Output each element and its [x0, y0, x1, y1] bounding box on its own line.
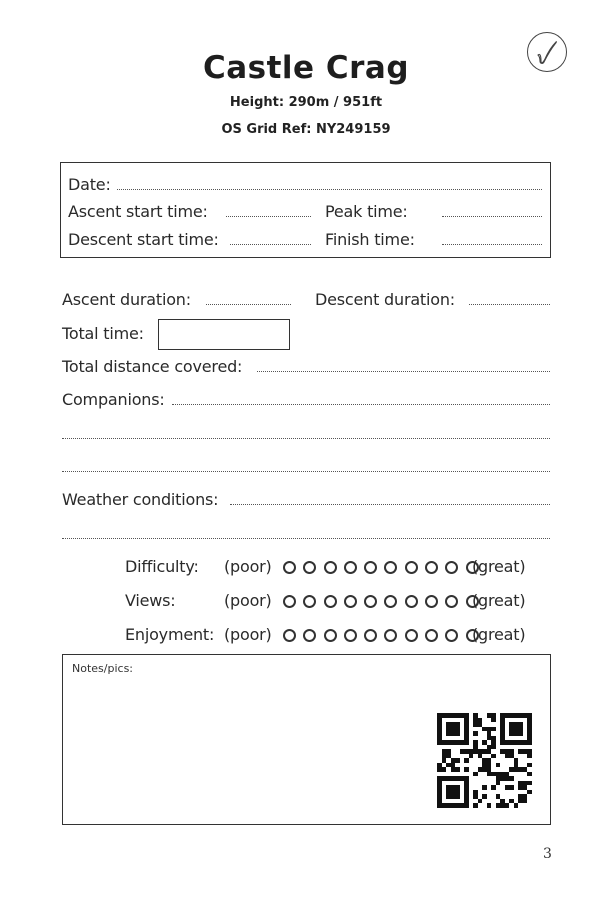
- checkmark-icon: [528, 33, 566, 71]
- rating-high-label: (great): [472, 591, 526, 610]
- descent-start-label: Descent start time:: [68, 230, 219, 249]
- rating-option-6[interactable]: [384, 629, 397, 642]
- descent-start-field[interactable]: [230, 244, 311, 245]
- rating-option-5[interactable]: [364, 595, 377, 608]
- rating-option-7[interactable]: [405, 629, 418, 642]
- total-time-field[interactable]: [158, 319, 290, 350]
- weather-field-line-2[interactable]: [62, 538, 550, 539]
- page-title: Castle Crag: [202, 50, 410, 86]
- companions-field-line-2[interactable]: [62, 438, 550, 439]
- finish-time-field[interactable]: [442, 244, 542, 245]
- rating-option-9[interactable]: [445, 629, 458, 642]
- rating-option-4[interactable]: [344, 561, 357, 574]
- page-number: 3: [543, 846, 552, 862]
- rating-option-1[interactable]: [283, 561, 296, 574]
- notes-label: Notes/pics:: [72, 662, 133, 675]
- rating-high-label: (great): [472, 557, 526, 576]
- rating-option-4[interactable]: [344, 595, 357, 608]
- date-field[interactable]: [117, 189, 542, 190]
- height-info: Height: 290m / 951ft: [229, 95, 383, 110]
- rating-label-enjoyment: Enjoyment:: [125, 625, 215, 644]
- peak-time-field[interactable]: [442, 216, 542, 217]
- total-distance-field[interactable]: [257, 371, 550, 372]
- rating-high-label: (great): [472, 625, 526, 644]
- total-distance-label: Total distance covered:: [62, 357, 243, 376]
- rating-option-7[interactable]: [405, 561, 418, 574]
- ascent-start-label: Ascent start time:: [68, 202, 208, 221]
- rating-scale-difficulty: [283, 561, 479, 574]
- rating-option-6[interactable]: [384, 595, 397, 608]
- grid-ref-info: OS Grid Ref: NY249159: [221, 122, 391, 137]
- companions-field-line-1[interactable]: [172, 404, 550, 405]
- rating-option-5[interactable]: [364, 629, 377, 642]
- descent-duration-field[interactable]: [469, 304, 550, 305]
- descent-duration-label: Descent duration:: [315, 290, 455, 309]
- total-time-label: Total time:: [62, 324, 144, 343]
- qr-code-icon[interactable]: [437, 713, 532, 808]
- rating-option-8[interactable]: [425, 629, 438, 642]
- rating-scale-views: [283, 595, 479, 608]
- date-label: Date:: [68, 175, 111, 194]
- rating-option-2[interactable]: [303, 595, 316, 608]
- rating-option-3[interactable]: [324, 629, 337, 642]
- rating-option-6[interactable]: [384, 561, 397, 574]
- ascent-duration-field[interactable]: [206, 304, 291, 305]
- peak-time-label: Peak time:: [325, 202, 408, 221]
- rating-option-9[interactable]: [445, 595, 458, 608]
- weather-label: Weather conditions:: [62, 490, 219, 509]
- rating-label-difficulty: Difficulty:: [125, 557, 199, 576]
- rating-low-label: (poor): [224, 557, 272, 576]
- rating-option-1[interactable]: [283, 629, 296, 642]
- ascent-start-field[interactable]: [226, 216, 311, 217]
- rating-option-2[interactable]: [303, 561, 316, 574]
- rating-option-7[interactable]: [405, 595, 418, 608]
- finish-time-label: Finish time:: [325, 230, 415, 249]
- companions-field-line-3[interactable]: [62, 471, 550, 472]
- rating-low-label: (poor): [224, 625, 272, 644]
- rating-low-label: (poor): [224, 591, 272, 610]
- companions-label: Companions:: [62, 390, 165, 409]
- rating-label-views: Views:: [125, 591, 176, 610]
- rating-option-2[interactable]: [303, 629, 316, 642]
- check-circle-icon[interactable]: [527, 32, 567, 72]
- ascent-duration-label: Ascent duration:: [62, 290, 191, 309]
- rating-option-3[interactable]: [324, 561, 337, 574]
- rating-option-5[interactable]: [364, 561, 377, 574]
- rating-option-8[interactable]: [425, 595, 438, 608]
- rating-scale-enjoyment: [283, 629, 479, 642]
- rating-option-4[interactable]: [344, 629, 357, 642]
- rating-option-1[interactable]: [283, 595, 296, 608]
- rating-option-8[interactable]: [425, 561, 438, 574]
- rating-option-3[interactable]: [324, 595, 337, 608]
- rating-option-9[interactable]: [445, 561, 458, 574]
- weather-field-line-1[interactable]: [230, 504, 550, 505]
